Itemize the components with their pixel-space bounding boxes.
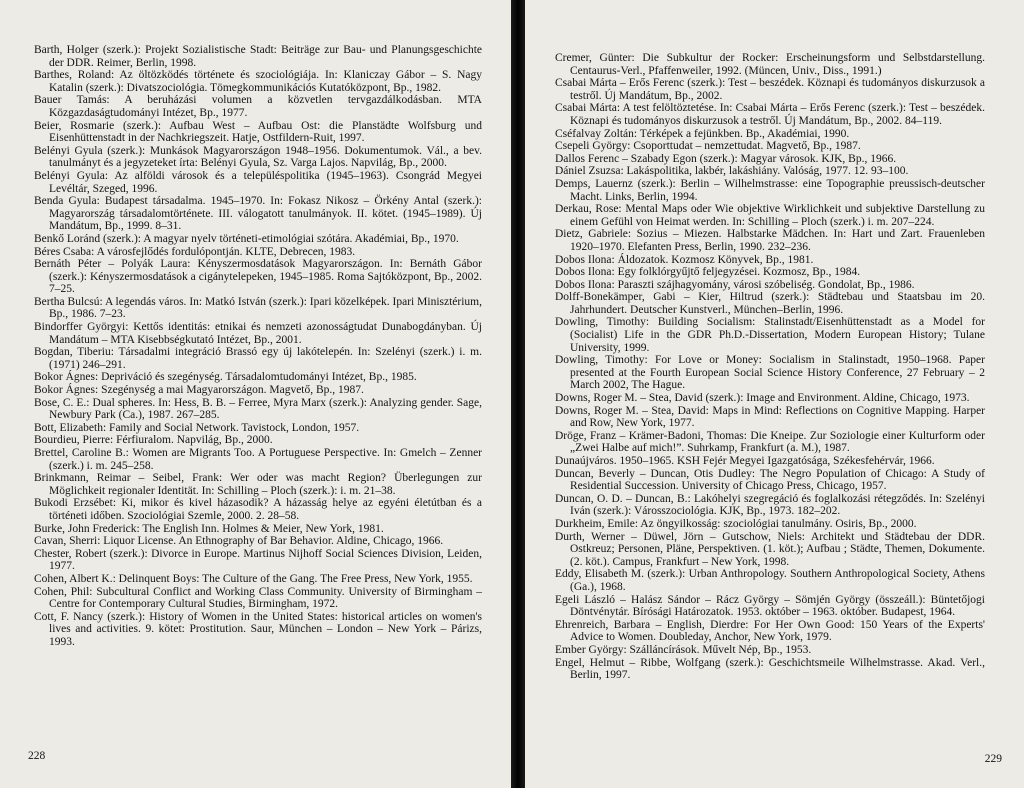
bibliography-entry: Béres Csaba: A városfejlődés fordulópontján. KLTE, Debrecen, 1983. bbox=[34, 245, 356, 258]
bibliography-entry: Dietz, Gabriele: Sozius – Miezen. Halbstarke Mädchen. In: Hart und Zart. Frauenleben 1920–1970. Elefanten Press, Berlin, 1990. 232–236. bbox=[555, 228, 985, 253]
bibliography-entry: Dániel Zsuzsa: Lakáspolitika, lakbér, lakáshiány. Valóság, 1977. 12. 93–100. bbox=[555, 165, 909, 178]
bibliography-entry: Cohen, Phil: Subcultural Conflict and Working Class Community. University of Birmingham – Centre for Contemporary Cultural Studies, Birmingham, 1972. bbox=[34, 585, 482, 611]
bibliography-entry: Dowling, Timothy: For Love or Money: Socialism in Stalinstadt, 1950–1968. Paper presented at the Fourth European Social Science History Conference, 27 February – 2 March 2002, The Hague. bbox=[555, 354, 985, 392]
bibliography-entry: Csabai Márta – Erős Ferenc (szerk.): Test – beszédek. Köznapi és tudományos diskurzusok a testről. Új Mandátum, Bp., 2002. bbox=[555, 77, 985, 102]
bibliography-entry: Cott, F. Nancy (szerk.): History of Women in the United States: historical articles on women's lives and activities. 9. kötet: Prostitution. Saur, München – London – New York – Párizs, 1993. bbox=[34, 610, 482, 648]
bibliography-entry: Csabai Márta: A test felöltöztetése. In: Csabai Márta – Erős Ferenc (szerk.): Test – beszédek. Köznapi és tudományos diskurzusok a testről. Új Mandátum, Bp., 2002. 84–119. bbox=[555, 102, 985, 127]
bibliography-entry: Benkő Loránd (szerk.): A magyar nyelv történeti-etimológiai szótára. Akadémiai, Bp., 1970. bbox=[34, 232, 459, 245]
bibliography-entry: Cséfalvay Zoltán: Térképek a fejünkben. Bp., Akadémiai, 1990. bbox=[555, 127, 850, 140]
bibliography-entry: Csepeli György: Csoporttudat – nemzettudat. Magvető, Bp., 1987. bbox=[555, 140, 861, 153]
bibliography-entry: Dröge, Franz – Krämer-Badoni, Thomas: Die Kneipe. Zur Soziologie einer Kulturform oder „Zwei Halbe auf mich!”. Suhrkamp, Frankfurt (a. M.), 1987. bbox=[555, 429, 985, 455]
bibliography-entry: Barthes, Roland: Az öltözködés története és szociológiája. In: Klaniczay Gábor – S. Nagy Katalin (szerk.): Divatszociológia. Tömegkommunikációs Kutatóközpont, Bp., 1982. bbox=[34, 69, 482, 94]
bibliography-entry: Egeli László – Halász Sándor – Rácz György – Sömjén György (összeáll.): Büntetőjogi Döntvénytár. Bírósági Határozatok. 1953. október – 1963. október. Budapest, 1964. bbox=[555, 593, 985, 619]
bibliography-entry: Durkheim, Emile: Az öngyilkosság: szociológiai tanulmány. Osiris, Bp., 2000. bbox=[555, 517, 917, 530]
bibliography-entry: Bindorffer Györgyi: Kettős identitás: etnikai és nemzeti azonosságtudat Dunabogdányban. Új Mandátum – MTA Kisebbségkutató Intézet, Bp., 2001. bbox=[34, 321, 482, 346]
bibliography-entry: Durth, Werner – Düwel, Jörn – Gutschow, Niels: Architekt und Städtebau der DDR. Ostkreuz; Personen, Pläne, Perspektiven. (1. köt.); Aufbau ; Städte, Themen, Dokumente. (2. köt.). Campus, Frankfurt – New York, 1998. bbox=[555, 530, 985, 568]
bibliography-entry: Barth, Holger (szerk.): Projekt Sozialistische Stadt: Beiträge zur Bau- und Planungsgeschichte der DDR. Reimer, Berlin, 1998. bbox=[34, 44, 482, 69]
bibliography-entry: Bose, C. E.: Dual spheres. In: Hess, B. B. – Ferree, Myra Marx (szerk.): Analyzing gender. Sage, Newbury Park (Ca.), 1987. 267–285. bbox=[34, 396, 482, 422]
bibliography-entry: Bernáth Péter – Polyák Laura: Kényszermosdatások Magyarországon. In: Bernáth Gábor (szerk.): Kényszermosdatások a cigánytelepeken, 1945–1985. Roma Sajtóközpont, Bp., 2002. 7–25. bbox=[34, 258, 482, 296]
page-number-right: 229 bbox=[984, 753, 1002, 765]
bibliography-entry: Brettel, Caroline B.: Women are Migrants Too. A Portuguese Perspective. In: Gmelch – Zenner (szerk.) i. m. 245–258. bbox=[34, 447, 482, 472]
bibliography-entry: Dobos Ilona: Áldozatok. Kozmosz Könyvek, Bp., 1981. bbox=[555, 253, 814, 266]
bibliography-entry: Dolff-Bonekämper, Gabi – Kier, Hiltrud (szerk.): Städtebau und Staatsbau im 20. Jahrhundert. Deutscher Kunstverl., München–Berlin, 1996. bbox=[555, 291, 985, 316]
bibliography-entry: Beier, Rosmarie (szerk.): Aufbau West – Aufbau Ost: die Planstädte Wolfsburg und Eisenhüttenstadt in der Nachkriegszeit. Hatje, Ostfildern-Ruit, 1997. bbox=[34, 119, 482, 145]
bibliography-entry: Downs, Roger M. – Stea, David: Maps in Mind: Reflections on Cognitive Mapping. Harper and Row, New York, 1977. bbox=[555, 404, 985, 430]
bibliography-entry: Bott, Elizabeth: Family and Social Network. Tavistock, London, 1957. bbox=[34, 421, 360, 434]
bibliography-entry: Cremer, Günter: Die Subkultur der Rocker: Erscheinungsform und Selbstdarstellung. Centaurus-Verl., Pfaffenweiler, 1992. (Müncen, Univ., Diss., 1991.) bbox=[555, 52, 985, 77]
bibliography-entry: Brinkmann, Reimar – Seibel, Frank: Wer oder was macht Region? Überlegungen zur Möglichkeit regionaler Identität. In: Schilling – Ploch (szerk.): i. m. 21–38. bbox=[34, 472, 482, 497]
bibliography-entry: Cavan, Sherri: Liquor License. An Ethnography of Bar Behavior. Aldine, Chicago, 1966. bbox=[34, 535, 444, 548]
book-gutter bbox=[511, 0, 525, 788]
bibliography-entry: Bourdieu, Pierre: Férfiuralom. Napvilág, Bp., 2000. bbox=[34, 434, 273, 447]
bibliography-column-right bbox=[555, 52, 985, 682]
bibliography-entry: Ehrenreich, Barbara – English, Dierdre: For Her Own Good: 150 Years of the Experts' Advice to Women. Doubleday, Anchor, New York, 1979. bbox=[555, 618, 985, 644]
bibliography-entry: Dobos Ilona: Egy folklórgyűjtő feljegyzései. Kozmosz, Bp., 1984. bbox=[555, 266, 861, 279]
bibliography-entry: Dallos Ferenc – Szabady Egon (szerk.): Magyar városok. KJK, Bp., 1966. bbox=[555, 152, 897, 165]
bibliography-entry: Bauer Tamás: A beruházási volumen a közvetlen tervgazdálkodásban. MTA Közgazdaságtudományi Intézet, Bp., 1977. bbox=[34, 94, 482, 119]
bibliography-entry: Derkau, Rose: Mental Maps oder Wie objektive Wirklichkeit und subjektive Darstellung zu einem Gefühl von Heimat werden. In: Schilling – Ploch (szerk.) i. m. 207–224. bbox=[555, 203, 985, 228]
bibliography-entry: Burke, John Frederick: The English Inn. Holmes & Meier, New York, 1981. bbox=[34, 522, 384, 535]
bibliography-entry: Eddy, Elisabeth M. (szerk.): Urban Anthropology. Southern Anthropological Society, Athens (Ga.), 1968. bbox=[555, 568, 985, 593]
bibliography-entry: Benda Gyula: Budapest társadalma. 1945–1970. In: Fokasz Nikosz – Örkény Antal (szerk.): Magyarország társadalomtörténete. III. válogatott tanulmányok. II. kötet. (1945–1989). Új Mandátum, Bp., 1999. 8–31. bbox=[34, 195, 482, 233]
bibliography-entry: Duncan, O. D. – Duncan, B.: Lakóhelyi szegregáció és foglalkozási rétegződés. In: Szelényi Iván (szerk.): Városszociológia. KJK, Bp., 1973. 182–202. bbox=[555, 492, 985, 518]
bibliography-column-left bbox=[34, 44, 482, 649]
bibliography-entry: Ember György: Szálláncírások. Művelt Nép, Bp., 1953. bbox=[555, 643, 812, 656]
bibliography-entry: Belényi Gyula (szerk.): Munkások Magyarországon 1948–1956. Dokumentumok. Vál., a bev. tanulmányt és a jegyzeteket írta: Belényi Gyula, Sz. Varga Lajos. Napvilág, Bp., 2000. bbox=[34, 144, 482, 170]
right-page bbox=[525, 0, 1024, 788]
left-page bbox=[0, 0, 511, 788]
bibliography-entry: Bokor Ágnes: Szegénység a mai Magyarországon. Magvető, Bp., 1987. bbox=[34, 384, 364, 397]
bibliography-entry: Dowling, Timothy: Building Socialism: Stalinstadt/Eisenhüttenstadt as a Model for (Socialist) Life in the GDR Ph.D.-Dissertation, Modern European History; Tulane University, 1999. bbox=[555, 316, 985, 354]
page-number-left: 228 bbox=[28, 750, 46, 762]
bibliography-entry: Bukodi Erzsébet: Ki, mikor és kivel házasodik? A házasság helye az egyéni életútban és a történeti időben. Szociológiai Szemle, 2000. 2. 28–58. bbox=[34, 497, 482, 522]
bibliography-entry: Bogdan, Tiberiu: Társadalmi integráció Brassó egy új lakótelepén. In: Szelényi (szerk.) i. m. (1971) 246–291. bbox=[34, 346, 482, 371]
bibliography-entry: Duncan, Beverly – Duncan, Otis Dudley: The Negro Population of Chicago: A Study of Residential Succession. University of Chicago Press, Chicago, 1957. bbox=[555, 467, 985, 493]
bibliography-entry: Chester, Robert (szerk.): Divorce in Europe. Martinus Nijhoff Social Sciences Division, Leiden, 1977. bbox=[34, 547, 482, 573]
bibliography-entry: Downs, Roger M. – Stea, David (szerk.): Image and Environment. Aldine, Chicago, 1973. bbox=[555, 392, 970, 405]
bibliography-entry: Demps, Lauernz (szerk.): Berlin – Wilhelmstrasse: eine Topographie preussisch-deutscher Macht. Links, Berlin, 1994. bbox=[555, 177, 985, 203]
bibliography-entry: Cohen, Albert K.: Delinquent Boys: The Culture of the Gang. The Free Press, New York, 1955. bbox=[34, 572, 473, 585]
bibliography-entry: Bokor Ágnes: Depriváció és szegénység. Társadalomtudományi Intézet, Bp., 1985. bbox=[34, 371, 417, 384]
bibliography-entry: Dunaújváros. 1950–1965. KSH Fejér Megyei Igazgatósága, Székesfehérvár, 1966. bbox=[555, 455, 935, 467]
bibliography-entry: Engel, Helmut – Ribbe, Wolfgang (szerk.): Geschichtsmeile Wilhelmstrasse. Akad. Verl., Berlin, 1997. bbox=[555, 656, 985, 682]
bibliography-entry: Belényi Gyula: Az alföldi városok és a településpolitika (1945–1963). Csongrád Megyei Levéltár, Szeged, 1996. bbox=[34, 169, 482, 195]
bibliography-entry: Bertha Bulcsú: A legendás város. In: Matkó István (szerk.): Ipari közelképek. Ipari Minisztérium, Bp., 1986. 7–23. bbox=[34, 295, 482, 321]
bibliography-entry: Dobos Ilona: Paraszti szájhagyomány, városi szóbeliség. Gondolat, Bp., 1986. bbox=[555, 278, 915, 291]
